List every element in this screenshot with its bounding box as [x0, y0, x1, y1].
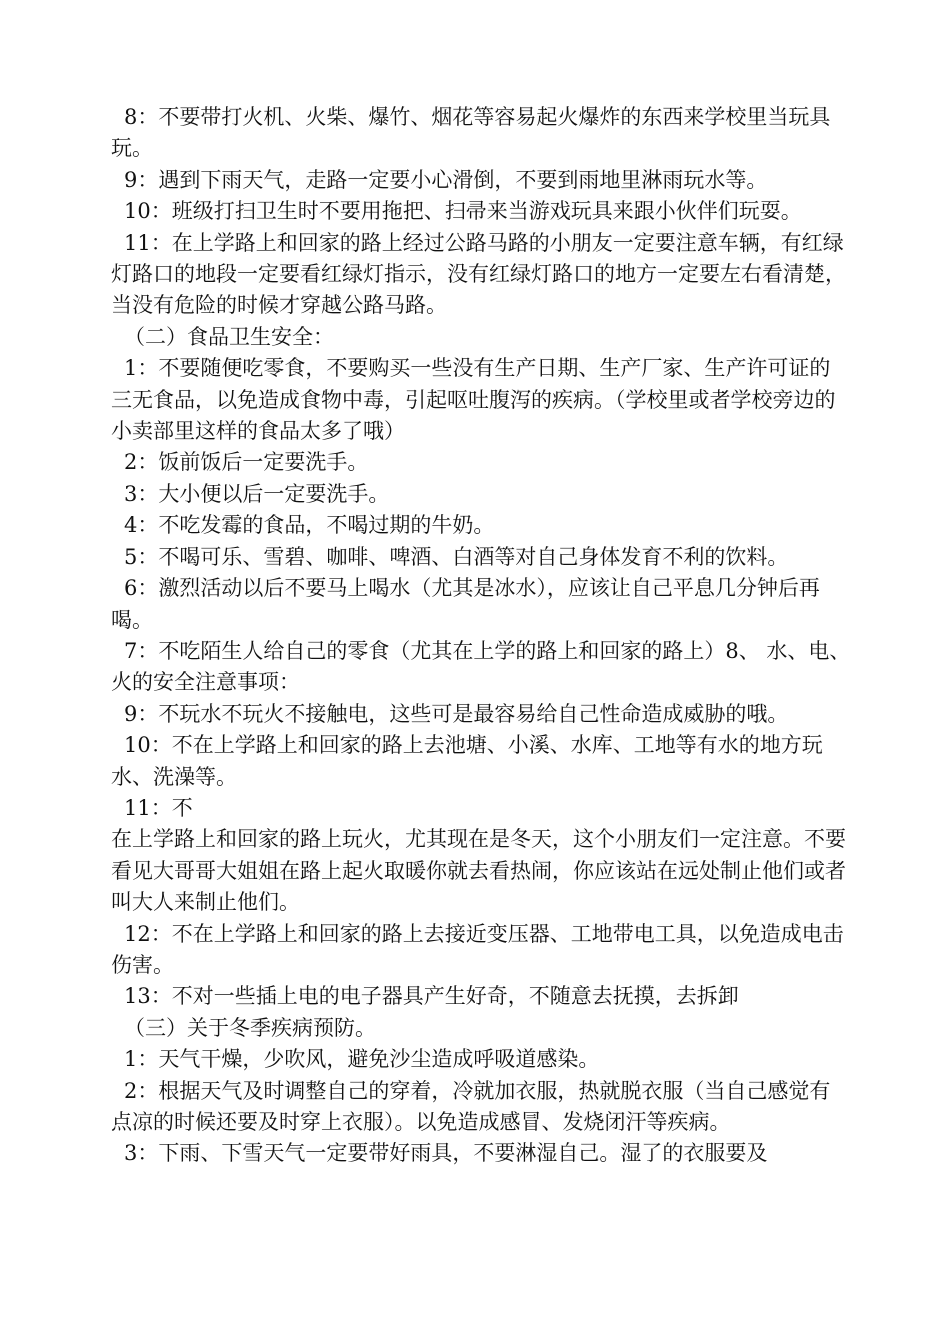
section-heading-food-safety: （二）食品卫生安全：	[124, 324, 334, 349]
document-body	[111, 102, 851, 1170]
paragraph-food-7: 7：不吃陌生人给自己的零食（尤其在上学的路上和回家的路上）8、 水、电、火的安全注意事项：	[111, 638, 851, 695]
paragraph-safety-11-continued: 在上学路上和回家的路上玩火，尤其现在是冬天，这个小朋友们一定注意。不要看见大哥哥大姐姐在路上起火取暖你就去看热闹，你应该站在远处制止他们或者叫大人来制止他们。	[111, 827, 846, 915]
paragraph-winter-3: 3：下雨、下雪天气一定要带好雨具，不要淋湿自己。湿了的衣服要及	[124, 1141, 768, 1166]
paragraph-food-4: 4：不吃发霉的食品，不喝过期的牛奶。	[124, 513, 495, 538]
paragraph-safety-11: 11：不	[124, 795, 193, 820]
paragraph-food-6: 6：激烈活动以后不要马上喝水（尤其是冰水），应该让自己平息几分钟后再喝。	[111, 576, 820, 632]
paragraph-safety-12: 12：不在上学路上和回家的路上去接近变压器、工地带电工具，以免造成电击伤害。	[111, 921, 844, 977]
paragraph-safety-10: 10：不在上学路上和回家的路上去池塘、小溪、水库、工地等有水的地方玩水、洗澡等。	[111, 733, 823, 789]
paragraph-safety-9: 9：不玩水不玩火不接触电，这些可是最容易给自己性命造成威胁的哦。	[124, 701, 789, 726]
paragraph-food-5: 5：不喝可乐、雪碧、咖啡、啤酒、白酒等对自己身体发育不利的饮料。	[124, 544, 789, 569]
paragraph-food-1: 1：不要随便吃零食，不要购买一些没有生产日期、生产厂家、生产许可证的三无食品，以免造成食物中毒，引起呕吐腹泻的疾病。（学校里或者学校旁边的小卖部里这样的食品太多了哦）	[111, 356, 836, 444]
paragraph-item-11: 11：在上学路上和回家的路上经过公路马路的小朋友一定要注意车辆，有红绿灯路口的地段一定要看红绿灯指示，没有红绿灯路口的地方一定要左右看清楚，当没有危险的时候才穿越公路马路。	[111, 230, 846, 318]
paragraph-item-9: 9：遇到下雨天气，走路一定要小心滑倒，不要到雨地里淋雨玩水等。	[124, 167, 768, 192]
paragraph-safety-13: 13：不对一些插上电的电子器具产生好奇，不随意去抚摸，去拆卸	[124, 984, 739, 1009]
paragraph-item-10: 10：班级打扫卫生时不要用拖把、扫帚来当游戏玩具来跟小伙伴们玩耍。	[124, 199, 802, 224]
paragraph-food-3: 3：大小便以后一定要洗手。	[124, 481, 390, 506]
paragraph-item-8: 8：不要带打火机、火柴、爆竹、烟花等容易起火爆炸的东西来学校里当玩具玩。	[111, 105, 831, 161]
section-heading-winter-disease: （三）关于冬季疾病预防。	[124, 1015, 376, 1040]
paragraph-winter-1: 1：天气干燥，少吹风，避免沙尘造成呼吸道感染。	[124, 1047, 600, 1072]
paragraph-food-2: 2：饭前饭后一定要洗手。	[124, 450, 369, 475]
paragraph-winter-2: 2：根据天气及时调整自己的穿着，冷就加衣服，热就脱衣服（当自己感觉有点凉的时候还要及时穿上衣服）。以免造成感冒、发烧闭汗等疾病。	[111, 1078, 831, 1134]
